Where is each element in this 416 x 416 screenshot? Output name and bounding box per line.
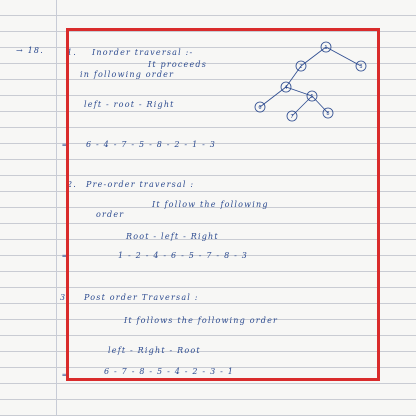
section-3-heading: Post order Traversal : — [84, 293, 199, 302]
section-1-heading: Inorder traversal :- — [92, 48, 194, 57]
section-1-description-line-1: It proceeds — [148, 60, 208, 69]
section-2-number: 2. — [67, 180, 78, 189]
section-1-result: 6 - 4 - 7 - 5 - 8 - 2 - 1 - 3 — [86, 140, 217, 149]
svg-text:7: 7 — [290, 114, 294, 120]
section-1-result-arrow: ⇒ — [62, 141, 70, 149]
section-3-number: 3. — [60, 293, 71, 302]
svg-text:1: 1 — [324, 45, 328, 51]
section-2-description-line-2: order — [96, 210, 125, 219]
svg-text:2: 2 — [299, 64, 303, 70]
section-1-number: 1. — [67, 48, 78, 57]
section-1-description-line-2: in following order — [80, 70, 175, 79]
section-3-result: 6 - 7 - 8 - 5 - 4 - 2 - 3 - 1 — [104, 367, 235, 376]
margin-rule — [56, 0, 57, 416]
section-1-rule: left - root - Right — [84, 100, 175, 109]
svg-text:4: 4 — [284, 85, 288, 91]
section-2-result: 1 - 2 - 4 - 6 - 5 - 7 - 8 - 3 — [118, 251, 249, 260]
question-label: → 18. — [16, 46, 44, 55]
section-3-description-line-1: It follows the following order — [124, 316, 279, 325]
section-2-rule: Root - left - Right — [126, 232, 219, 241]
svg-text:6: 6 — [258, 105, 262, 111]
section-2-result-arrow: ⇒ — [62, 252, 70, 260]
section-3-result-arrow: ⇒ — [62, 371, 70, 379]
svg-text:5: 5 — [310, 94, 314, 100]
section-3-rule: left - Right - Root — [108, 346, 201, 355]
section-2-description-line-1: It follow the following — [152, 200, 269, 209]
red-highlight-frame — [66, 28, 380, 381]
svg-text:3: 3 — [359, 64, 363, 70]
svg-text:8: 8 — [326, 111, 330, 117]
section-2-heading: Pre-order traversal : — [86, 180, 195, 189]
